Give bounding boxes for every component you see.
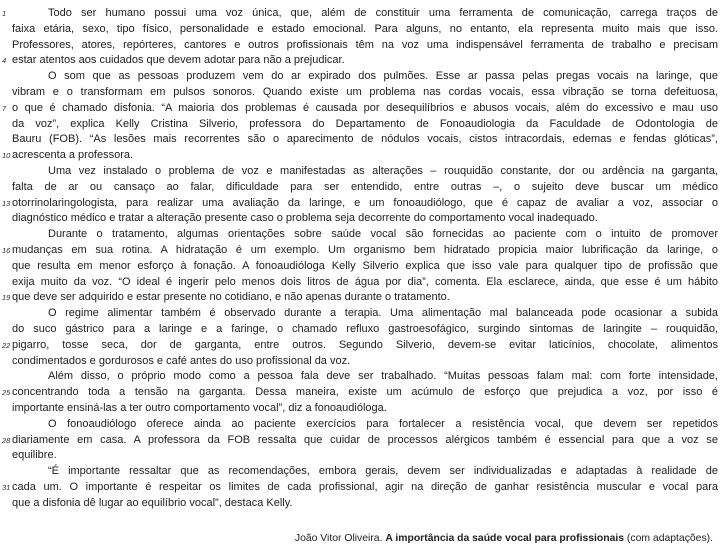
line-number: 25: [2, 388, 11, 398]
text-line: [12, 464, 718, 480]
text-line: [12, 227, 718, 243]
text-line: [2, 243, 718, 259]
text-line: [12, 180, 718, 196]
text-line: [12, 417, 718, 433]
text-line: [2, 290, 718, 306]
line-text: Uma vez instalado o problema de voz e manifestadas as alterações – rouquidão constante, dor ou ardência na garganta,: [48, 164, 718, 177]
line-number: 16: [2, 245, 11, 255]
text-line: [12, 275, 718, 291]
line-text: diariamente em casa. A professora da FOB ressalta que cuidar de processos alérgicos também é essencial para que a voz se: [12, 433, 718, 446]
citation-author: João Vitor Oliveira.: [294, 532, 386, 544]
text-line: [12, 69, 718, 85]
text-line: [12, 164, 718, 180]
text-line: [12, 85, 718, 101]
line-number: 1: [2, 9, 7, 18]
text-line: [12, 38, 718, 54]
line-text: Professores, atores, repórteres, cantores e outros profissionais têm na voz uma indispensável ferramenta de trabalho e precisam: [12, 38, 718, 51]
line-text: faixa etária, sexo, tipo físico, personalidade e estado emocional. Para alguns, no entanto, ela representa muito mais que isso.: [12, 22, 718, 35]
line-text: diagnóstico médico e tratar a alteração presente caso o problema seja decorrente do comportamento vocal inadequado.: [12, 212, 598, 225]
line-text: concentrando toda a tensão na garganta. Dessa maneira, existe um acúmulo de esforço que prejudica a voz, por isso é: [12, 386, 718, 399]
line-text: pigarro, tosse seca, dor de garganta, entre outros. Segundo Silverio, devem-se evitar laticínios, chocolate, alimentos: [12, 338, 718, 351]
line-number: 19: [2, 293, 11, 303]
line-text: condimentados e gordurosos e café antes do uso profissional da voz.: [12, 354, 351, 367]
text-line: [2, 433, 718, 449]
line-text: que a disfonia dê lugar ao equilíbrio vocal”, destaca Kelly.: [12, 496, 293, 509]
line-number: 22: [2, 340, 11, 350]
line-number: 13: [2, 198, 11, 208]
line-number: 10: [2, 151, 11, 161]
citation: [12, 532, 718, 546]
line-text: “É importante ressaltar que as recomendações, embora gerais, devem ser individualizadas e adaptadas à realidade de: [48, 465, 718, 478]
line-text: Todo ser humano possui uma voz única, que, além de constituir uma ferramenta de comunicação, carrega traços de: [48, 7, 718, 19]
line-number: 7: [2, 103, 7, 113]
line-text: otorrinolaringologista, para realizar uma avaliação da laringe, e um fonoaudiólogo, que é capaz de avaliar a voz, associar o: [12, 196, 718, 209]
text-line: [2, 385, 718, 401]
line-text: da voz”, explica Kelly Cristina Silverio, professora do Departamento de Fonoaudiologia da Faculdade de Odontologia de: [12, 117, 718, 130]
line-text: Além disso, o próprio modo como a pessoa fala deve ser trabalhado. “Muitas pessoas falam mal: com forte intensidade,: [48, 370, 718, 383]
text-line: [2, 101, 718, 117]
line-text: do suco gástrico para a laringe e a faringe, o chamado refluxo gastroesofágico, surgindo sintomas de laringite – rouquidão,: [12, 322, 718, 335]
text-line: [2, 196, 718, 212]
line-number: 28: [2, 435, 11, 445]
line-text: falta de ar ou cansaço ao falar, dificuldade para ser entendido, entre outras –, o sujeito deve buscar um médico: [12, 180, 718, 193]
line-number: 4: [2, 56, 7, 66]
line-text: mudanças em sua rotina. A hidratação é um exemplo. Um organismo bem hidratado propicia maior lubrificação da laringe, o: [12, 243, 718, 256]
text-line: [2, 338, 718, 354]
line-text: Bauru (FOB). “As lesões mais recorrentes são o aparecimento de nódulos vocais, cistos intracordais, edemas e fendas glóticas”,: [12, 133, 718, 146]
text-line: [12, 369, 718, 385]
line-text: vibram e o transformam em pulsos sonoros. Quando existe um problema nas cordas vocais, essa vibração se torna defeituosa,: [12, 85, 718, 98]
text-line: [12, 22, 718, 38]
citation-title: A importância da saúde vocal para profissionais: [385, 532, 625, 544]
line-text: Durante o tratamento, algumas orientações sobre saúde vocal são fornecidas ao paciente com o intuito de promover: [48, 228, 718, 241]
text-line: [12, 259, 718, 275]
text-line: [2, 53, 718, 69]
text-line: [12, 211, 718, 227]
text-line: [12, 322, 718, 338]
line-text: que resulta em menor esforço à fonação. A fonoaudióloga Kelly Silverio explica que isso vale para qualquer tipo de profissão que: [12, 259, 718, 272]
text-line: [2, 6, 718, 22]
text-line: [12, 496, 718, 512]
text-lines: [2, 6, 718, 512]
citation-note: (com adaptações).: [624, 532, 713, 544]
text-line: [2, 480, 718, 496]
text-line: [12, 132, 718, 148]
line-text: equilibre.: [12, 449, 57, 462]
line-text: O som que as pessoas produzem vem do ar expirado dos pulmões. Esse ar passa pelas pregas vocais na laringe, que: [48, 70, 718, 83]
line-text: O regime alimentar também é observado durante a terapia. Uma alimentação mal balanceada pode ocasionar a subida: [48, 307, 718, 320]
text-line: [2, 148, 718, 164]
text-line: [12, 306, 718, 322]
line-text: cada um. O importante é respeitar os limites de cada profissional, agir na direção de ganhar resistência muscular e vocal para: [12, 480, 718, 493]
line-text: acrescenta a professora.: [12, 149, 134, 162]
text-line: [12, 117, 718, 133]
text-line: [12, 448, 718, 464]
line-text: o que é chamado disfonia. “A maioria dos problemas é causada por desequilíbrios e abusos vocais, além do excessivo e mau uso: [12, 101, 718, 114]
line-text: importante ensiná-las a ter outro comportamento vocal”, diz a fonoaudióloga.: [12, 401, 387, 414]
line-text: O fonoaudiólogo oferece ainda ao paciente exercícios para fortalecer a resistência vocal, que devem ser repetidos: [48, 417, 718, 430]
line-text: exija muito da voz. “O ideal é ingerir pelo menos dois litros de água por dia”, comenta. Ela esclarece, ainda, que esse é um hábito: [12, 275, 718, 288]
text-line: [12, 354, 718, 370]
line-text: estar atentos aos cuidados que devem adotar para não a prejudicar.: [12, 54, 345, 67]
line-text: que deve ser adquirido e estar presente no cotidiano, e não apenas durante o tratamento.: [12, 291, 450, 304]
text-line: [12, 401, 718, 417]
line-number: 31: [2, 482, 11, 492]
